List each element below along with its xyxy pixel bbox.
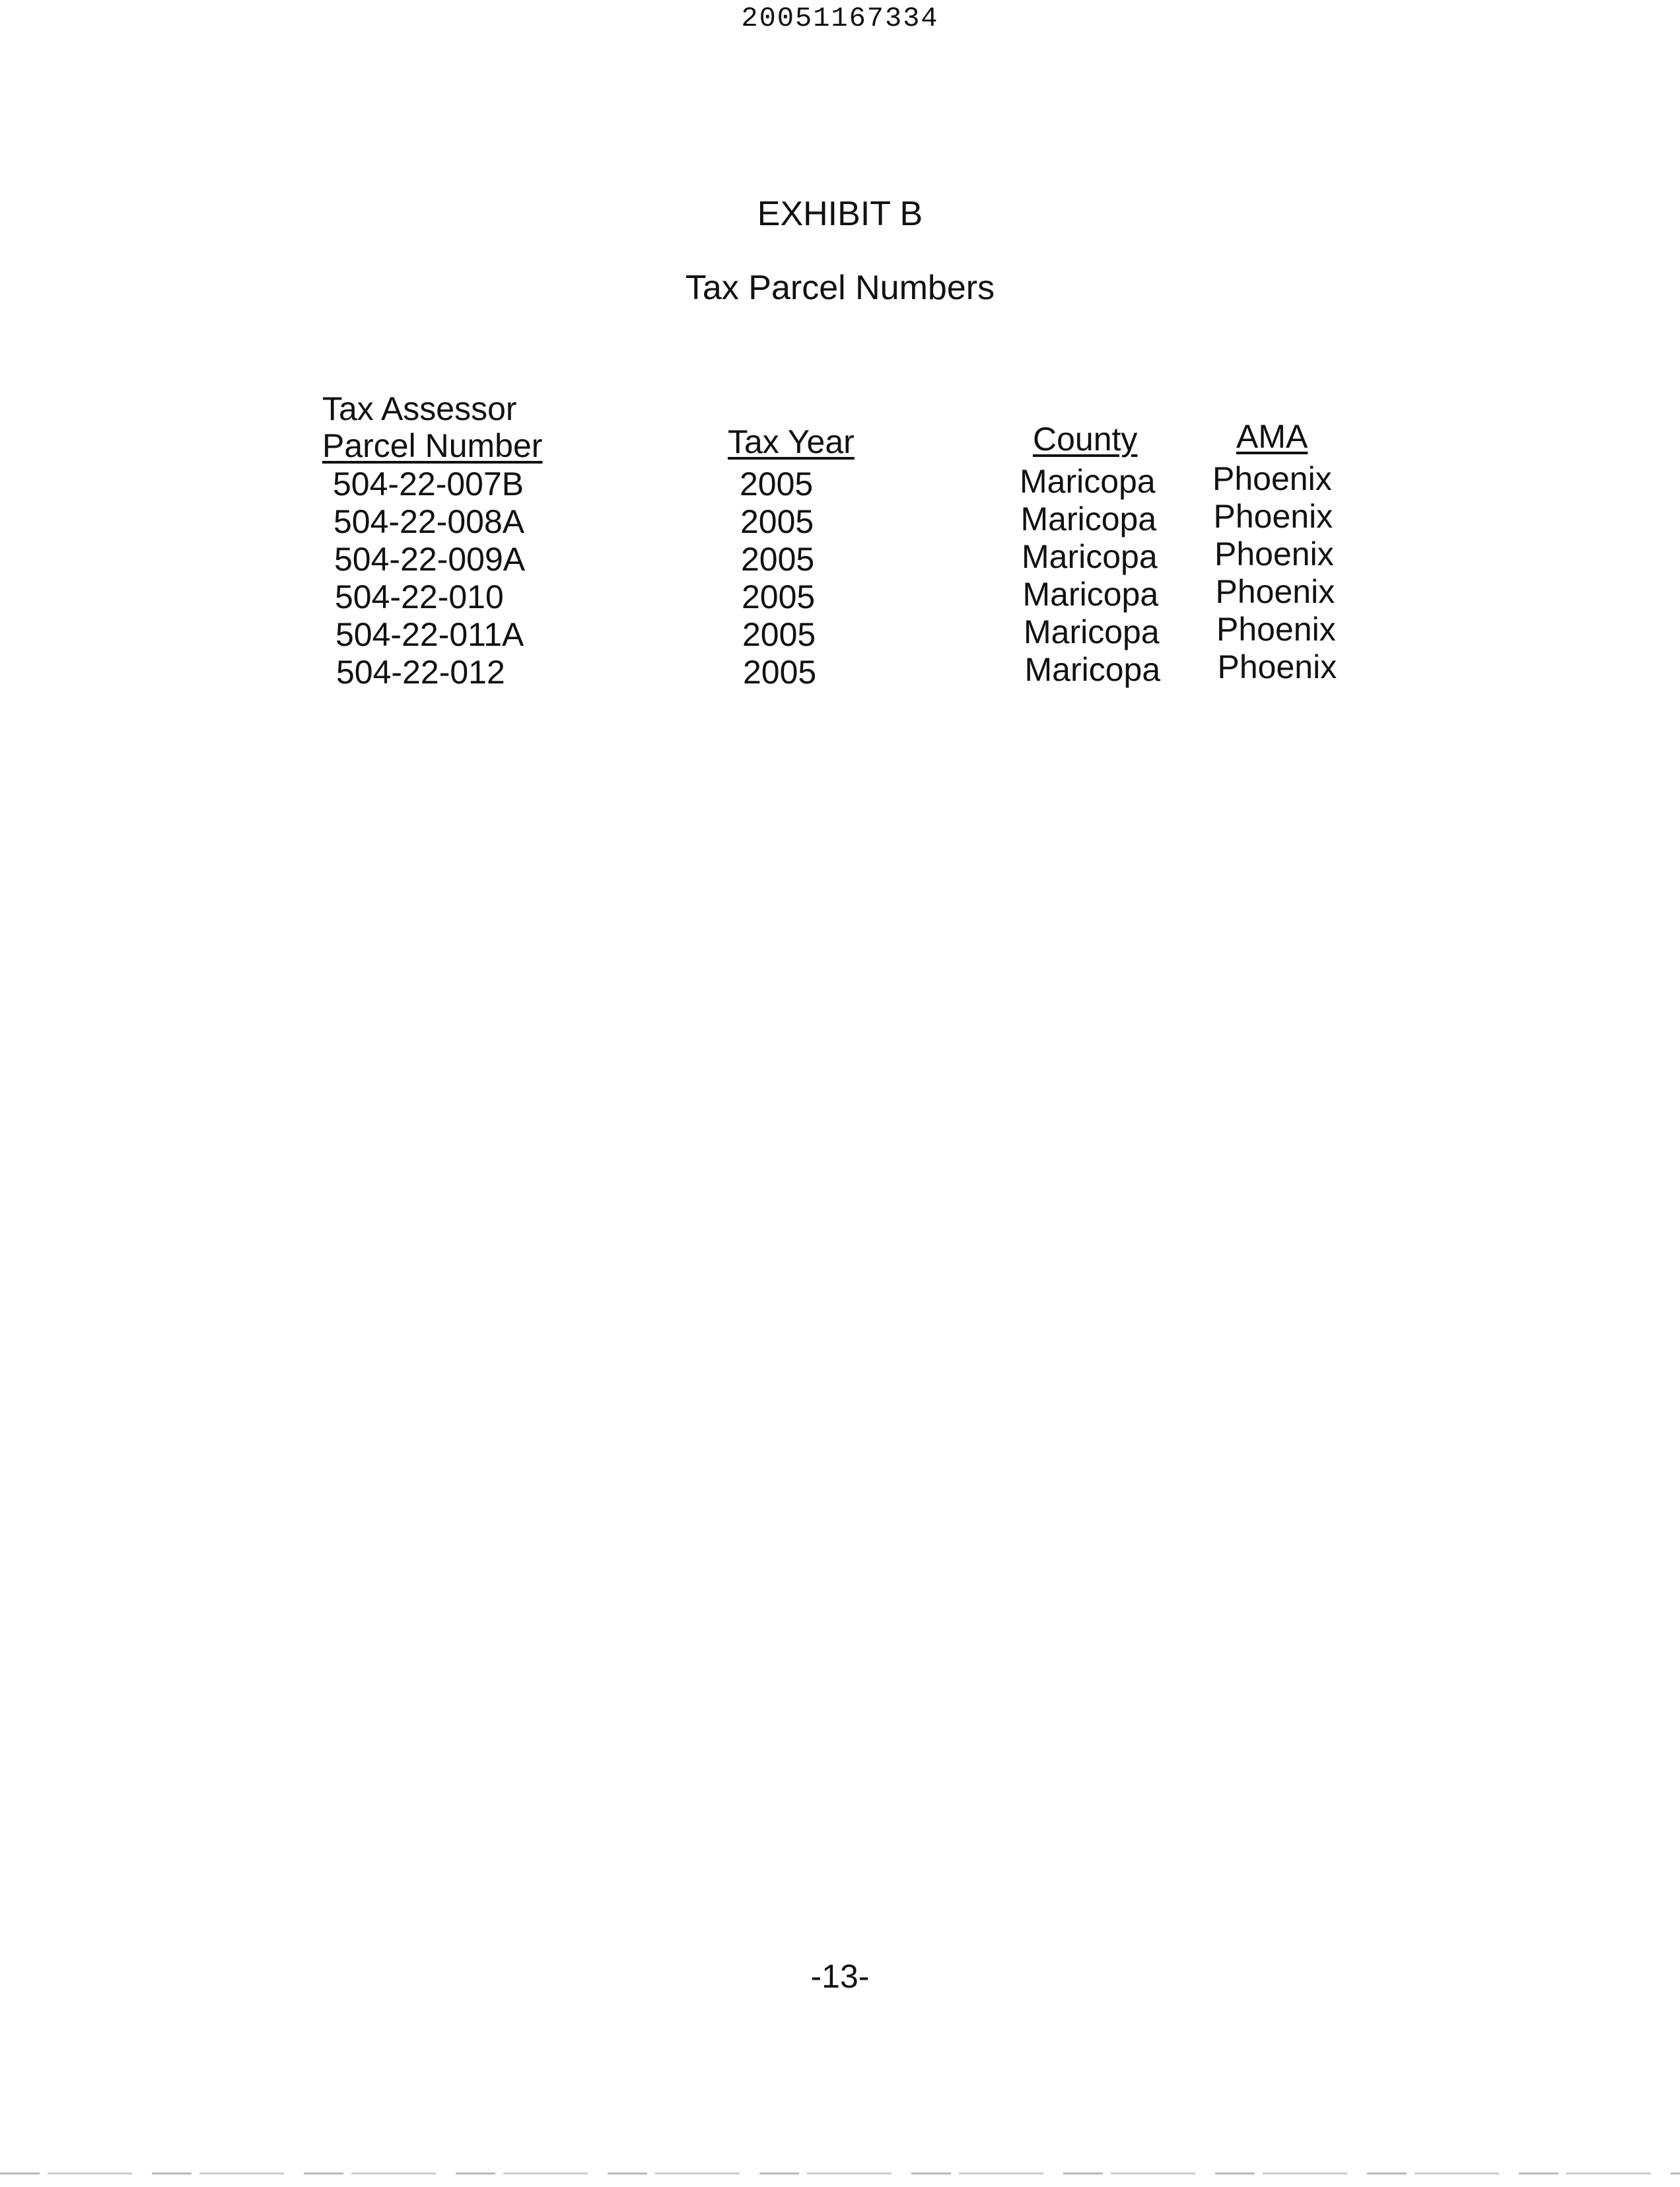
- cell-county: Maricopa: [1024, 613, 1160, 650]
- cell-tax-year: 2005: [740, 466, 814, 503]
- cell-parcel-number: 504-22-010: [335, 578, 504, 615]
- cell-ama: Phoenix: [1214, 536, 1334, 573]
- cell-parcel-number: 504-22-009A: [334, 541, 526, 578]
- cell-county: Maricopa: [1024, 651, 1161, 688]
- cell-tax-year: 2005: [743, 654, 817, 691]
- cell-tax-year: 2005: [742, 616, 816, 653]
- cell-parcel-number: 504-22-008A: [333, 503, 525, 540]
- page-number: -13-: [810, 1958, 870, 1995]
- cell-tax-year: 2005: [742, 578, 816, 615]
- exhibit-subtitle: Tax Parcel Numbers: [685, 269, 995, 307]
- cell-ama: Phoenix: [1215, 573, 1335, 610]
- header-ama: AMA: [1236, 418, 1308, 455]
- cell-parcel-number: 504-22-007B: [333, 466, 524, 503]
- cell-parcel-number: 504-22-012: [336, 654, 505, 691]
- cell-county: Maricopa: [1020, 463, 1156, 500]
- header-parcel-line2: Parcel Number: [322, 427, 543, 464]
- scan-edge-line: [0, 2172, 1680, 2174]
- header-county: County: [1033, 421, 1138, 458]
- cell-ama: Phoenix: [1217, 648, 1337, 685]
- cell-ama: Phoenix: [1212, 460, 1332, 497]
- cell-tax-year: 2005: [741, 541, 815, 578]
- header-parcel-line1: Tax Assessor: [322, 390, 517, 427]
- document-number: 20051167334: [741, 3, 939, 34]
- exhibit-title: EXHIBIT B: [757, 195, 923, 233]
- cell-county: Maricopa: [1022, 576, 1159, 613]
- cell-ama: Phoenix: [1213, 498, 1333, 535]
- cell-county: Maricopa: [1022, 538, 1158, 575]
- header-tax-year: Tax Year: [728, 423, 855, 460]
- cell-ama: Phoenix: [1216, 611, 1336, 648]
- cell-county: Maricopa: [1020, 501, 1157, 538]
- cell-parcel-number: 504-22-011A: [335, 616, 524, 653]
- cell-tax-year: 2005: [740, 503, 814, 540]
